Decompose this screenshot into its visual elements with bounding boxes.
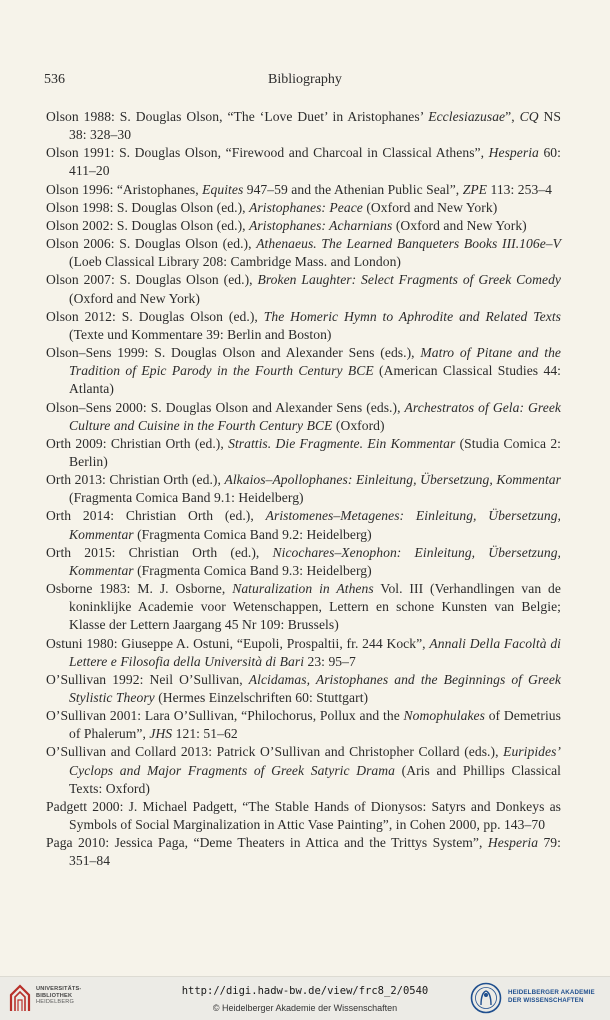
entry-title-italic: JHS: [149, 726, 173, 742]
bibliography-list: [46, 108, 561, 871]
entry-title-italic: Naturalization in Athens: [232, 581, 374, 597]
bibliography-entry: [46, 743, 561, 797]
library-name-line: UNIVERSITÄTS-: [36, 986, 82, 992]
entry-text: Olson–Sens 1999: S. Douglas Olson and Alexander Sens (eds.),: [46, 345, 421, 361]
entry-text: Padgett 2000: J. Michael Padgett, “The Stable Hands of Dionysos: Satyrs and Donkeys as Symbols of Social Marginalization in Attic Vase Painting”, in Cohen 2000, pp. 143–70: [46, 798, 561, 833]
entry-text: (Studia Comica 2: Berlin): [69, 435, 562, 469]
entry-title-italic: Broken Laughter: Select Fragments of Greek Comedy: [257, 272, 562, 288]
entry-title-italic: Alkaios–Apollophanes: Einleitung, Übersetzung, Kommentar: [224, 472, 561, 488]
entry-text: Paga 2010: Jessica Paga, “Deme Theaters in Attica and the Trittys System”,: [46, 835, 488, 851]
entry-title-italic: Aristophanes: Acharnians: [249, 217, 393, 233]
library-name-line: HEIDELBERG: [36, 999, 75, 1006]
bibliography-entry: [46, 435, 561, 471]
bibliography-entry: [46, 834, 561, 870]
page-header: [0, 72, 610, 92]
bibliography-entry: [46, 308, 561, 344]
entry-text: Orth 2009: Christian Orth (ed.),: [46, 435, 229, 451]
entry-title-italic: Equites: [202, 181, 244, 197]
entry-title-italic: Alcidamas, Aristophanes and the Beginnings of Greek Stylistic Theory: [69, 671, 561, 705]
bibliography-entry: [46, 798, 561, 834]
entry-text: Olson 2007: S. Douglas Olson (ed.),: [46, 272, 258, 288]
entry-text: O’Sullivan and Collard 2013: Patrick O’Sullivan and Christopher Collard (eds.),: [46, 744, 504, 760]
entry-title-italic: Ecclesiazusae: [428, 109, 506, 124]
entry-title-italic: Strattis. Die Fragmente. Ein Kommentar: [228, 435, 456, 451]
entry-text: 60: 411–20: [69, 145, 561, 179]
entry-text: (Loeb Classical Library 208: Cambridge Mass. and London): [69, 254, 401, 270]
entry-text: Ostuni 1980: Giuseppe A. Ostuni, “Eupoli, Prospaltii, fr. 244 Kock”,: [46, 635, 430, 651]
bibliography-entry: [46, 235, 561, 271]
entry-text: Olson–Sens 2000: S. Douglas Olson and Alexander Sens (eds.),: [46, 399, 405, 415]
entry-text: 79: 351–84: [69, 835, 561, 869]
page-number: 536: [44, 72, 65, 87]
academy-name: [508, 989, 608, 1005]
entry-text: 113: 253–4: [487, 181, 553, 197]
entry-title-italic: Matro of Pitane and the Tradition of Epic Parody in the Fourth Century BCE: [69, 345, 561, 379]
academy-name-line: DER WISSENSCHAFTEN: [508, 997, 584, 1004]
bibliography-entry: [46, 144, 561, 180]
entry-text: of Demetrius of Phalerum”,: [69, 708, 561, 742]
bibliography-entry: [46, 217, 561, 235]
entry-title-italic: Athenaeus. The Learned Banqueters Books III.106e–V: [256, 236, 562, 252]
viewer-footer: [0, 976, 610, 1020]
entry-text: Orth 2014: Christian Orth (ed.),: [46, 508, 266, 524]
bibliography-entry: [46, 399, 561, 435]
entry-text: (Texte und Kommentare 39: Berlin and Boston): [69, 326, 332, 342]
entry-text: (Fragmenta Comica Band 9.2: Heidelberg): [133, 526, 372, 542]
bibliography-entry: [46, 580, 561, 634]
entry-text: Olson 2006: S. Douglas Olson (ed.),: [46, 236, 257, 252]
entry-text: (Oxford): [332, 417, 385, 433]
entry-text: Olson 1996: “Aristophanes,: [46, 181, 203, 197]
entry-text: (Oxford and New York): [362, 199, 498, 215]
entry-title-italic: Hesperia: [488, 145, 539, 161]
entry-title-italic: CQ: [519, 109, 539, 124]
entry-text: ”,: [505, 109, 520, 124]
entry-text: 23: 95–7: [304, 653, 356, 669]
entry-text: (Hermes Einzelschriften 60: Stuttgart): [154, 690, 369, 705]
entry-text: Olson 2002: S. Douglas Olson (ed.),: [46, 217, 250, 233]
entry-title-italic: Euripides’ Cyclops and Major Fragments of Greek Satyric Drama: [69, 744, 561, 778]
entry-title-italic: ZPE: [462, 181, 488, 197]
bibliography-entry: [46, 108, 561, 144]
entry-title-italic: Aristomenes–Metagenes: Einleitung, Übersetzung, Kommentar: [69, 508, 561, 542]
bibliography-entry: [46, 635, 561, 671]
entry-title-italic: Aristophanes: Peace: [249, 199, 363, 215]
entry-title-italic: Archestratos of Gela: Greek Culture and Cuisine in the Fourth Century BCE: [69, 399, 561, 433]
entry-text: Vol. III (Verhandlingen van de koninklijke Academie voor Wetenschappen, Lettern en schone Kunsten van Belgie; Klasse der Lettern Jaargang 45 Nr 109: Brussels): [69, 581, 561, 633]
entry-text: 947–59 and the Athenian Public Seal”,: [243, 181, 463, 197]
entry-text: (Aris and Phillips Classical Texts: Oxford): [69, 762, 561, 796]
library-name-line: BIBLIOTHEK: [36, 992, 73, 999]
entry-text: (American Classical Studies 44: Atlanta): [69, 363, 561, 397]
running-title: Bibliography: [268, 72, 342, 87]
bibliography-entry: [46, 344, 561, 398]
bibliography-entry: [46, 707, 561, 743]
entry-title-italic: Nomophulakes: [403, 708, 485, 724]
entry-title-italic: Annali Della Facoltà di Lettere e Filosofia della Università di Bari: [69, 635, 561, 669]
entry-text: Osborne 1983: M. J. Osborne,: [46, 581, 233, 597]
entry-text: (Oxford and New York): [69, 290, 200, 306]
bibliography-entry: [46, 507, 561, 543]
bibliography-entry: [46, 271, 561, 307]
entry-text: 121: 51–62: [172, 726, 238, 742]
entry-text: NS 38: 328–30: [69, 109, 561, 143]
entry-text: (Fragmenta Comica Band 9.3: Heidelberg): [133, 562, 372, 578]
entry-text: Olson 1991: S. Douglas Olson, “Firewood and Charcoal in Classical Athens”,: [46, 145, 489, 161]
entry-title-italic: The Homeric Hymn to Aphrodite and Related Texts: [263, 308, 561, 324]
copyright-notice: © Heidelberger Akademie der Wissenschaften: [212, 1003, 398, 1013]
bibliography-entry: [46, 544, 561, 580]
entry-title-italic: Hesperia: [487, 835, 539, 851]
entry-title-italic: Nicochares–Xenophon: Einleitung, Übersetzung, Kommentar: [69, 544, 562, 578]
bibliography-entry: [46, 471, 561, 507]
entry-text: (Oxford and New York): [392, 217, 527, 233]
academy-seal-icon[interactable]: [470, 982, 502, 1014]
entry-text: (Fragmenta Comica Band 9.1: Heidelberg): [69, 490, 304, 506]
academy-name-line: HEIDELBERGER AKADEMIE: [508, 989, 595, 996]
entry-text: Orth 2015: Christian Orth (ed.),: [46, 544, 273, 560]
entry-text: Orth 2013: Christian Orth (ed.),: [46, 472, 225, 488]
entry-text: Olson 2012: S. Douglas Olson (ed.),: [46, 308, 264, 324]
entry-text: Olson 1998: S. Douglas Olson (ed.),: [46, 199, 250, 215]
entry-text: O’Sullivan 1992: Neil O’Sullivan,: [46, 671, 249, 687]
bibliography-entry: [46, 181, 561, 199]
entry-text: O’Sullivan 2001: Lara O’Sullivan, “Philochorus, Pollux and the: [46, 708, 404, 724]
entry-text: Olson 1988: S. Douglas Olson, “The ‘Love Duet’ in Aristophanes’: [46, 109, 429, 124]
bibliography-entry: [46, 671, 561, 707]
bibliography-entry: [46, 199, 561, 217]
permalink-url[interactable]: http://digi.hadw-bw.de/view/frc8_2/0540: [181, 985, 429, 997]
